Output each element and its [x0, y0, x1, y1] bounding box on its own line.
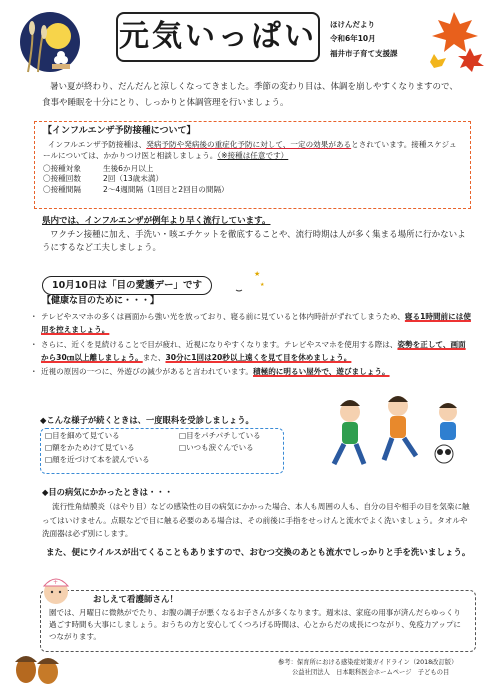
handwash-note: また、便にウイルスが出てくることもありますので、おむつ交換のあとも流水でしっかりと手を洗いましょう。 — [46, 548, 471, 558]
check-item: □目を細めて見ている — [45, 431, 120, 440]
eye-tips-list — [32, 310, 472, 379]
flu-alert: 県内では、インフルエンザが例年より早く流行しています。 — [42, 216, 271, 226]
eye-day-title: 10月10日は「目の愛護デー」です — [42, 276, 212, 295]
newsletter-title: 元気いっぱい — [116, 12, 320, 62]
influenza-vaccine-box — [34, 121, 471, 209]
pub-name: ほけんだより — [330, 20, 375, 29]
check-item: □いつも涙ぐんでいる — [179, 442, 254, 452]
list-item: ・ さらに、近くを見続けることで目が疲れ、近視になりやすくなります。テレビやスマホを使用する際は、姿勢を正して、画面から30㎝以上離しましょう。また、30分に1回は20秒以上遠くを見て目を休めましょう。 — [32, 338, 472, 365]
svg-text:+: + — [53, 579, 59, 586]
nurse-heading: おしえて看護師さん！ — [93, 595, 179, 605]
sleeping-moon-icon — [220, 266, 266, 306]
flu-text: インフルエンザ予防接種は、発病予防や発病後の重症化予防に対して、一定の効果があるとされています。接種スケジュールについては、かかりつけ医と相談しましょう。（※接種は任意です） — [43, 140, 457, 161]
check-item: □額をかためけて見ている — [45, 442, 135, 452]
references: 参考：保育所における感染症対策ガイドライン（2018改訂版） 公益社団法人 日本眼科医会ホームページ 子どもの目 — [278, 659, 458, 677]
check-item: □顔を近づけて本を読んでいる — [45, 454, 150, 464]
eye-disease-heading: ◆目の病気にかかったときは・・・ — [42, 487, 173, 497]
nurse-text: 園では、月曜日に微熱がでたり、お腹の調子が悪くなるお子さんが多くなります。週末は、家庭の用事が済んだらゆっくり過ごす時間も大事にしましょう。おうちの方と安心してくつろげる時間は、心とからだの成長につながり、免疫力アップにつながります。 — [49, 608, 461, 642]
svg-text:★: ★ — [260, 282, 265, 288]
pub-dept: 福井市子育て支援課 — [330, 48, 398, 58]
symptom-checklist — [40, 428, 284, 474]
intro-paragraph: 暑い夏が終わり、だんだんと涼しくなってきました。季節の変わり目は、体調を崩しやすくなりますので、食事や睡眠を十分にとり、しっかりと体調管理を行いましょう。 — [42, 82, 458, 108]
flu-advice-text: ワクチン接種に加え、手洗い・咳エチケットを徹底することや、流行時期は人が多く集まる場所に行かないようにするなど工夫しましょう。 — [42, 229, 466, 254]
publication-info — [330, 18, 398, 61]
pub-date: 令和6年10月 — [330, 34, 376, 44]
eye-health-subheading: 【健康な目のために・・・】 — [42, 296, 160, 306]
moon-pampas-illustration — [14, 10, 86, 78]
flu-heading: 【インフルエンザ予防接種について】 — [43, 126, 196, 136]
svg-text:★: ★ — [254, 270, 261, 278]
nurse-icon — [34, 572, 78, 610]
list-item: ・ 近視の原因の一つに、外遊びの減少があると言われています。積極的に明るい屋外で、遊びましょう。 — [32, 365, 472, 378]
flu-advice — [42, 215, 472, 256]
running-children-illustration — [298, 382, 470, 478]
autumn-leaves-illustration — [424, 8, 488, 72]
list-item: ・ テレビやスマホの多くは画面から強い光を放っており、寝る前に見ていると体内時計がずれてしまうため、寝る1時間前には使用を控えましょう。 — [32, 310, 472, 337]
check-item: □目をパチパチしている — [179, 431, 261, 440]
checklist-heading: ◆こんな様子が続くときは、一度眼科を受診しましょう。 — [40, 415, 254, 425]
flu-specs: 〇接種対象 生後6か月以上 〇接種回数 2回（13歳未満） 〇接種間隔 2～4週間隔（1回目と2回目の間隔） — [43, 164, 229, 194]
acorn-illustration — [10, 640, 62, 686]
eye-disease-text: 流行性角結膜炎（はやり目）などの感染性の目の病気にかかった場合、本人も周囲の人も、自分の目や相手の目を気楽に触ってはいけません。点眼などで目に触る必要のある場合は、その前後に手指をせっけんと流水でよく洗いましょう。タオルや洗面器は必ず別にします。 — [42, 502, 470, 539]
nurse-advice-box — [40, 590, 476, 652]
